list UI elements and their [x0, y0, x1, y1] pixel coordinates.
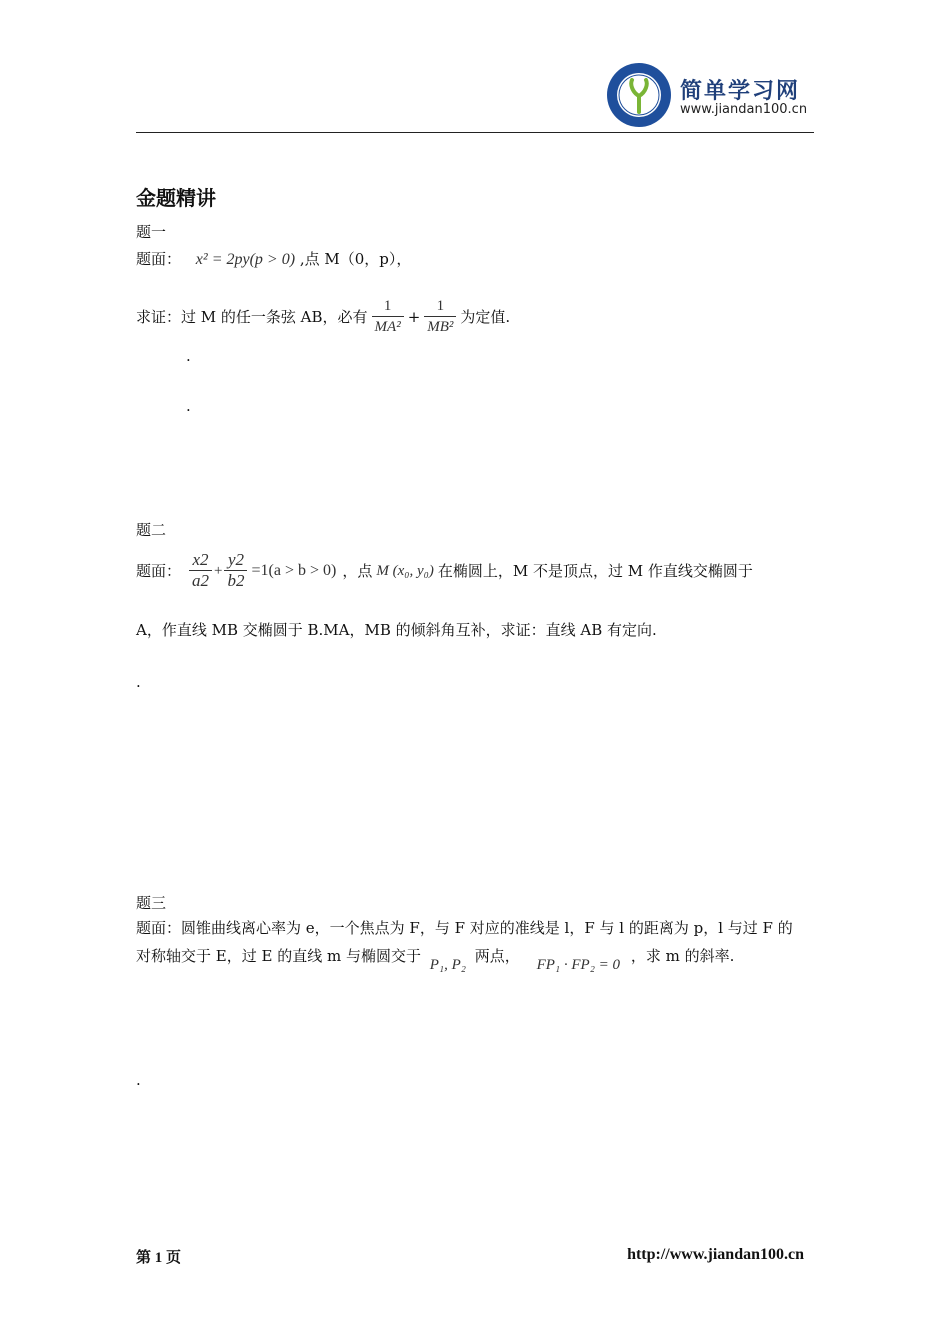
q2-point-m: M (x₀, y₀) [376, 562, 434, 579]
q3-line2-b: 两点， [474, 947, 520, 965]
q1-prove-text: 求证：过 M 的任一条弦 AB，必有 [136, 307, 368, 326]
q2-y-den: b2 [224, 570, 247, 591]
q2-y-num: y2 [227, 550, 244, 569]
q1-frac2-den: MB² [424, 316, 456, 337]
q2-stem [136, 550, 753, 591]
q3-label: 题三 [136, 894, 167, 912]
header-rule [136, 132, 814, 133]
q2-ellipse-rest: =1(a > b > 0) [251, 561, 337, 579]
q1-dot-2: . [186, 397, 191, 415]
q3-points: P₁, P₂ [429, 957, 467, 973]
footer-page-label: 第 1 页 [136, 1250, 182, 1266]
q1-point-text: ,点 M（0，p）， [299, 250, 412, 268]
q1-label: 题一 [136, 223, 167, 241]
brand-name: 简单学习网 [680, 79, 801, 104]
q2-stem-prefix: 题面： [136, 561, 182, 580]
q2-point-pre: ，点 [342, 561, 373, 580]
q1-fraction-1 [372, 296, 404, 337]
q2-fraction-x [189, 550, 212, 591]
q1-frac1-num: 1 [383, 298, 392, 314]
q1-stem [136, 249, 411, 270]
q2-fraction-y [224, 550, 247, 591]
q1-frac2-num: 1 [436, 298, 445, 314]
q2-x-num: x2 [192, 550, 209, 569]
q1-dot-1: . [186, 347, 191, 365]
q3-line2 [136, 946, 735, 973]
q3-line1: 题面：圆锥曲线离心率为 e，一个焦点为 F，与 F 对应的准线是 l，F 与 l 的距离为 p，l 与过 F 的 [136, 919, 793, 937]
logo-seal [606, 62, 672, 128]
q2-line1-tail: 在椭圆上，M 不是顶点，过 M 作直线交椭圆于 [437, 561, 753, 580]
q2-dot: . [136, 673, 141, 691]
q3-dot: . [136, 1071, 141, 1089]
q1-prove [136, 296, 510, 337]
q1-stem-prefix: 题面： [136, 250, 182, 268]
q1-tail: 为定值. [460, 307, 511, 326]
q2-x-den: a2 [189, 570, 212, 591]
q2-plus: + [214, 562, 223, 579]
q1-frac1-den: MA² [372, 316, 404, 337]
q3-line2-a: 对称轴交于 E，过 E 的直线 m 与椭圆交于 [136, 947, 421, 965]
q1-formula: x² = 2py(p > 0) [195, 251, 296, 268]
q2-line2: A，作直线 MB 交椭圆于 B.MA，MB 的倾斜角互补，求证：直线 AB 有定向. [136, 621, 657, 639]
section-title: 金题精讲 [136, 186, 216, 210]
q1-plus: + [407, 307, 421, 326]
q1-fraction-2 [424, 296, 456, 337]
q3-line2-c: ，求 m 的斜率. [630, 947, 735, 965]
brand-url: www.jiandan100.cn [680, 102, 808, 117]
q2-label: 题二 [136, 521, 167, 539]
q3-dot-product: FP₁ · FP₂ = 0 [536, 957, 621, 973]
footer-url[interactable]: http://www.jiandan100.cn [627, 1246, 804, 1263]
